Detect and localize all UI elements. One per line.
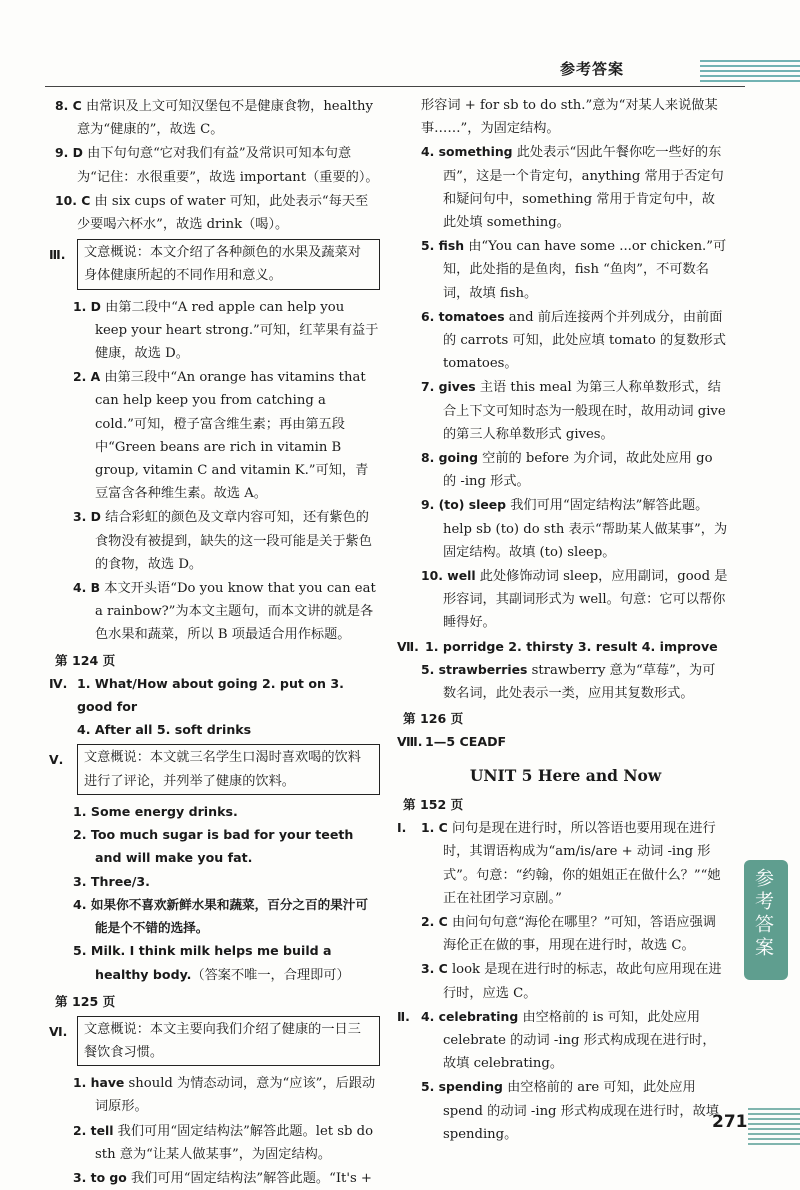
summary-box: 文意概说：本文主要向我们介绍了健康的一日三餐饮食习惯。 bbox=[77, 1016, 380, 1066]
side-tab-label: 参考答案 bbox=[752, 868, 774, 960]
answer-explanation: should 为情态动词，意为“应该”，后跟动词原形。 bbox=[95, 1076, 376, 1115]
answer-number: 2. tell bbox=[73, 1122, 114, 1138]
page-label: 第 152 页 bbox=[403, 796, 464, 812]
answer-item bbox=[403, 658, 728, 705]
answer-line: 4. After all 5. soft drinks bbox=[77, 722, 252, 738]
answer-text: 5. Milk. I think milk helps me build a healthy body. bbox=[73, 943, 332, 983]
answer-line: 1. What/How about going 2. put on 3. good for bbox=[77, 675, 344, 715]
page-label: 第 126 页 bbox=[403, 711, 464, 727]
answer-number: 5. strawberries bbox=[421, 661, 528, 677]
answer-explanation: 我们可用“固定结构法”解答此题。let sb do sth 意为“让某人做某事”，为固定结构。 bbox=[95, 1123, 374, 1162]
answer-number: 2. C bbox=[421, 913, 448, 929]
left-column bbox=[49, 94, 380, 1190]
summary-box: 文意概说：本文介绍了各种颜色的水果及蔬菜对身体健康所起的不同作用和意义。 bbox=[77, 239, 380, 289]
answer-explanation: 由“You can have some ...or chicken.”可知，此处指的是鱼肉，fish “鱼肉”，不可数名词，故填 fish。 bbox=[443, 239, 727, 301]
answer-number: 3. D bbox=[73, 509, 101, 525]
answer-explanation: 由 six cups of water 可知，此处表示“每天至少要喝六杯水”，故选 drink（喝）。 bbox=[77, 193, 369, 233]
answer-explanation: and 前后连接两个并列成分，由前面的 carrots 可知，此处应填 tomato 的复数形式 tomatoes。 bbox=[443, 309, 726, 372]
answer-explanation: 由第三段中“An orange has vitamins that can help keep you from catching a cold.”可知，橙子富含维生素；再由第五段中“Green beans are rich in vitamin B group, vitamin C and vitamin K.”可知，青豆富含各种维生素。故选 A。 bbox=[95, 370, 369, 502]
answer-item: 4. 如果你不喜欢新鲜水果和蔬菜，百分之百的果汁可能是个不错的选择。 bbox=[73, 896, 368, 935]
answer-number: 2. A bbox=[73, 369, 101, 385]
answer-number: 4. something bbox=[421, 144, 513, 160]
answer-number: 3. to go bbox=[73, 1169, 127, 1185]
answer-item bbox=[55, 1071, 380, 1118]
section-numeral: Ⅵ. bbox=[49, 1023, 68, 1039]
answer-note: （答案不唯一，合理即可） bbox=[191, 968, 350, 984]
answer-number: 5. spending bbox=[421, 1079, 503, 1095]
section-numeral: Ⅲ. bbox=[49, 247, 66, 263]
section-numeral: Ⅴ. bbox=[49, 752, 64, 768]
section-7 bbox=[397, 635, 728, 658]
answer-item bbox=[403, 1075, 728, 1146]
answer-number: 10. well bbox=[421, 568, 476, 584]
answer-item bbox=[403, 140, 728, 234]
section-numeral: Ⅶ. bbox=[397, 638, 419, 654]
answer-item bbox=[55, 94, 380, 141]
section-3 bbox=[49, 239, 380, 289]
section-numeral: Ⅷ. bbox=[397, 734, 423, 750]
section-8 bbox=[397, 730, 728, 753]
answer-explanation: 由第二段中“A red apple can help you keep your heart strong.”可知，红苹果有益于健康，故选 D。 bbox=[95, 299, 379, 362]
answer-item bbox=[403, 957, 728, 1004]
section-numeral: Ⅳ. bbox=[49, 675, 68, 691]
page-number: 271 bbox=[712, 1112, 748, 1132]
answer-item bbox=[55, 295, 380, 366]
answer-number: 1. C bbox=[421, 820, 448, 836]
page-header bbox=[0, 0, 800, 95]
answer-explanation: strawberry 意为“草莓”，为可数名词，此处表示一类，应用其复数形式。 bbox=[443, 662, 716, 702]
answer-line: 1—5 CEADF bbox=[425, 734, 507, 750]
answer-item bbox=[403, 305, 728, 376]
answer-item: 3. Three/3. bbox=[73, 873, 150, 889]
answer-number: 4. B bbox=[73, 580, 101, 596]
answer-number: 4. celebrating bbox=[421, 1008, 519, 1024]
answer-item bbox=[55, 505, 380, 576]
answer-number: 5. fish bbox=[421, 238, 465, 254]
answer-item: 2. Too much sugar is bad for your teeth and will make you fat. bbox=[73, 827, 354, 866]
answer-number: 8. C bbox=[55, 98, 82, 113]
answer-item bbox=[403, 564, 728, 635]
section-numeral: Ⅱ. bbox=[397, 1008, 410, 1024]
answer-number: 1. have bbox=[73, 1075, 125, 1091]
answer-explanation: 本文开头语“Do you know that you can eat a rainbow?”为本文主题句，而本文讲的就是各色水果和蔬菜，所以 B 项最适合用作标题。 bbox=[95, 581, 376, 643]
answer-item bbox=[397, 1005, 728, 1076]
answer-explanation: 由空格前的 is 可知，此处应用 celebrate 的动词 -ing 形式构成现在进行时，故填 celebrating。 bbox=[443, 1009, 716, 1072]
header-decoration bbox=[700, 60, 800, 84]
answer-item bbox=[55, 1119, 380, 1166]
summary-box: 文意概说：本文就三名学生口渴时喜欢喝的饮料进行了评论，并列举了健康的饮料。 bbox=[77, 744, 380, 794]
answer-item bbox=[403, 910, 728, 957]
answer-explanation: 问句是现在进行时，所以答语也要用现在进行时，其谓语构成为“am/is/are + 动词 -ing 形式”。句意：“约翰，你的姐姐正在做什么？”“她正在社团学习京剧。” bbox=[443, 821, 721, 906]
right-column bbox=[397, 94, 728, 1146]
answer-item bbox=[55, 576, 380, 647]
answer-line: 1. porridge 2. thirsty 3. result 4. improve bbox=[425, 638, 718, 654]
answer-number: 9. D bbox=[55, 145, 83, 161]
answer-number: 1. D bbox=[73, 298, 101, 314]
answer-explanation: 我们可用“固定结构法”解答此题。help sb (to) do sth 表示“帮助某人做某事”，为固定结构。故填 (to) sleep。 bbox=[443, 498, 728, 560]
answer-number: 6. tomatoes bbox=[421, 308, 505, 324]
answer-explanation: 我们可用“固定结构法”解答此题。“It's + bbox=[126, 1170, 372, 1186]
answer-item bbox=[55, 939, 380, 987]
answer-item bbox=[55, 365, 380, 505]
answer-item: 1. Some energy drinks. bbox=[73, 803, 238, 819]
answer-item bbox=[55, 141, 380, 188]
answer-number: 9. (to) sleep bbox=[421, 497, 507, 513]
header-title: 参考答案 bbox=[560, 60, 625, 78]
answer-explanation: 结合彩虹的颜色及文章内容可知，还有紫色的食物没有被提到，缺失的这一段可能是关于紫色的食物，故选 D。 bbox=[95, 510, 372, 572]
header-rule bbox=[45, 86, 745, 87]
answer-explanation: look 是现在进行时的标志，故此句应用现在进行时，应选 C。 bbox=[443, 962, 722, 1001]
answer-explanation: 由问句句意“海伦在哪里？”可知，答语应强调海伦正在做的事，用现在进行时，故选 C。 bbox=[443, 914, 716, 954]
answer-item bbox=[403, 234, 728, 305]
page-label: 第 125 页 bbox=[55, 993, 116, 1009]
answer-number: 3. C bbox=[421, 961, 448, 977]
answer-explanation: 由常识及上文可知汉堡包不是健康食物，healthy 意为“健康的”，故选 C。 bbox=[77, 99, 373, 138]
answer-explanation: 主语 this meal 为第三人称单数形式，结合上下文可知时态为一般现在时，故用动词 give 的第三人称单数形式 gives。 bbox=[443, 380, 726, 442]
unit-title: UNIT 5 Here and Now bbox=[469, 765, 662, 785]
answer-continuation: 形容词 + for sb to do sth.”意为“对某人来说做某事……”，为固定结构。 bbox=[421, 98, 718, 137]
answer-explanation: 此处修饰动词 sleep，应用副词，good 是形容词，其副词形式为 well。句意：它可以帮你睡得好。 bbox=[443, 569, 728, 631]
section-4 bbox=[49, 672, 380, 742]
answer-item bbox=[403, 493, 728, 564]
answer-item bbox=[403, 446, 728, 493]
answer-explanation: 此处表示“因此午餐你吃一些好的东西”，这是一个肯定句，anything 常用于否定句和疑问句中，something 常用于肯定句中，故此处填 something。 bbox=[443, 145, 724, 231]
page-label: 第 124 页 bbox=[55, 652, 116, 668]
footer-decoration bbox=[748, 1108, 800, 1148]
answer-number: 7. gives bbox=[421, 379, 476, 395]
answer-number: 8. going bbox=[421, 450, 478, 466]
answer-item bbox=[55, 189, 380, 236]
answer-explanation: 由空格前的 are 可知，此处应用 spend 的动词 -ing 形式构成现在进行时，故填 spending。 bbox=[443, 1080, 719, 1142]
answer-explanation: 由下句句意“它对我们有益”及常识可知本句意为“记住：水很重要”，故选 important（重要的）。 bbox=[77, 146, 379, 185]
section-6 bbox=[49, 1016, 380, 1066]
answer-explanation: 空前的 before 为介词，故此处应用 go 的 -ing 形式。 bbox=[443, 451, 713, 490]
section-5 bbox=[49, 744, 380, 794]
answer-number: 10. C bbox=[55, 192, 91, 208]
section-numeral: Ⅰ. bbox=[397, 820, 407, 836]
answer-item bbox=[403, 375, 728, 446]
answer-item bbox=[397, 816, 728, 910]
